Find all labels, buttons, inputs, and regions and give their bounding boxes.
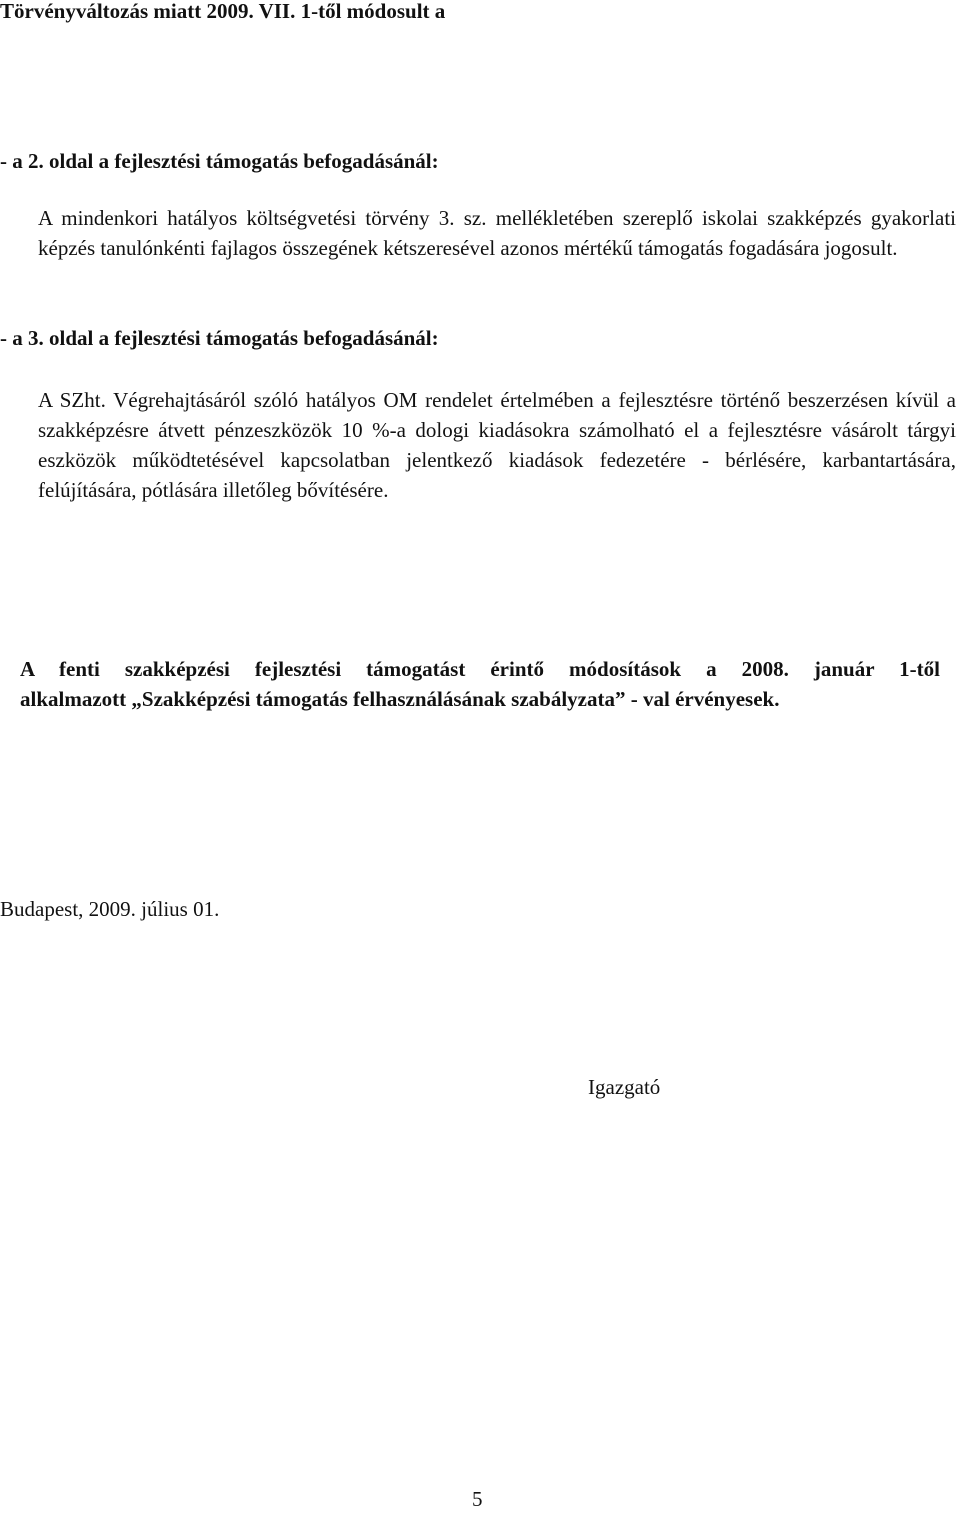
section-3-paragraph: A SZht. Végrehajtásáról szóló hatályos OM rendelet értelmében a fejlesztésre történő beszerzésen kívül a szakképzésre átvett pénzeszközök 10 %-a dologi kiadásokra számolható el a fejlesztésre vásárolt tárgyi eszközök működtetésével kapcsolatban jelentkező kiadások fedezetére - bérlésére, karbantartására, felújítására, pótlására illetőleg bővítésére.: [38, 388, 956, 502]
place-date: Budapest, 2009. július 01.: [0, 897, 220, 921]
section-2-paragraph: A mindenkori hatályos költségvetési törvény 3. sz. mellékletében szereplő iskolai szakképzés gyakorlati képzés tanulónkénti fajlagos összegének kétszeresével azonos mértékű támogatás fogadására jogosult.: [38, 206, 956, 260]
section-2-heading: - a 2. oldal a fejlesztési támogatás befogadásánál:: [0, 149, 439, 173]
summary-note: [20, 654, 940, 714]
summary-line-2: alkalmazott „Szakképzési támogatás felhasználásának szabályzata” - val érvényesek.: [20, 687, 780, 711]
section-3-heading: - a 3. oldal a fejlesztési támogatás befogadásánál:: [0, 326, 439, 350]
page-number: 5: [472, 1487, 483, 1511]
document-header: Törvényváltozás miatt 2009. VII. 1-től módosult a: [0, 0, 446, 23]
signature-title: Igazgató: [588, 1075, 661, 1099]
summary-line-1: A fenti szakképzési fejlesztési támogatást érintő módosítások a 2008. január 1-től: [20, 657, 940, 681]
